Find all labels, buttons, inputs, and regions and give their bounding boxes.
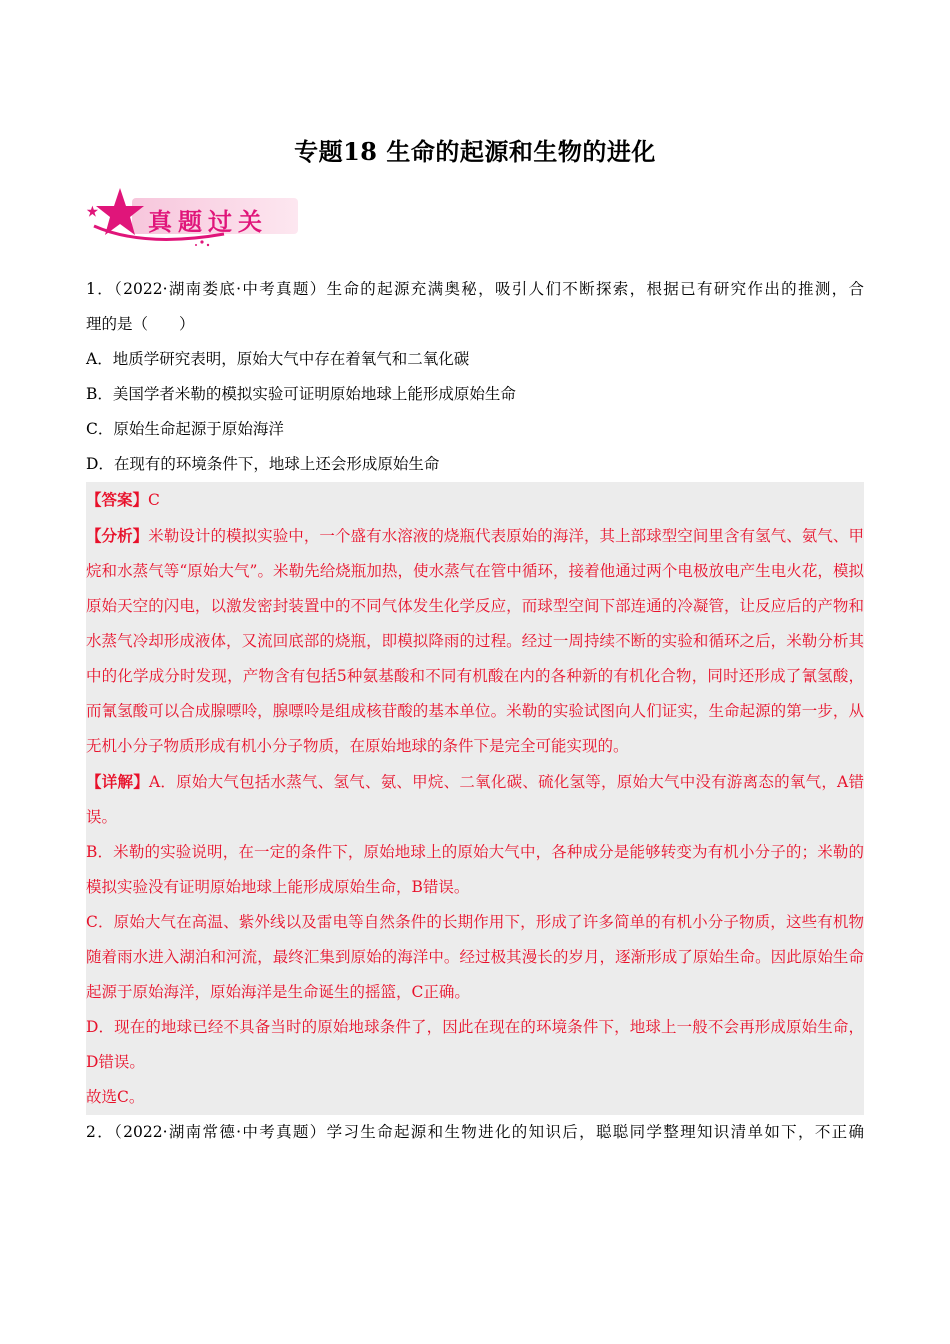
analysis-tag: 【分析】 bbox=[86, 526, 149, 545]
analysis-text: 米勒设计的模拟实验中，一个盛有水溶液的烧瓶代表原始的海洋，其上部球型空间里含有氢气、氨气、甲烷和水蒸气等“原始大气”。米勒先给烧瓶加热，使水蒸气在管中循环，接着他通过两个电极放电产生电火花，模拟原始天空的闪电，以激发密封装置中的不同气体发生化学反应，而球型空间下部连通的冷凝管，让反应后的产物和水蒸气冷却形成液体，又流回底部的烧瓶，即模拟降雨的过程。经过一周持续不断的实验和循环之后，米勒分析其中的化学成分时发现，产物含有包括5种氨基酸和不同有机酸在内的各种新的有机化合物，同时还形成了氰氢酸，而氰氢酸可以合成腺嘌呤，腺嘌呤是组成核苷酸的基本单位。米勒的实验试图向人们证实，生命起源的第一步，从无机小分子物质形成有机小分子物质，在原始地球的条件下是完全可能实现的。 bbox=[86, 527, 864, 755]
answer-tag: 【答案】 bbox=[86, 490, 149, 509]
banner-label: 真题过关 bbox=[148, 208, 268, 236]
q1-detail-b: B．米勒的实验说明，在一定的条件下，原始地球上的原始大气中，各种成分是能够转变为有机小分子的；米勒的模拟实验没有证明原始地球上能形成原始生命，B错误。 bbox=[86, 843, 864, 896]
q1-answer-box bbox=[86, 482, 864, 1115]
q1-analysis bbox=[86, 518, 864, 764]
detail-a-text: A．原始大气包括水蒸气、氢气、氨、甲烷、二氧化碳、硫化氢等，原始大气中没有游离态的氧气，A错误。 bbox=[86, 773, 864, 826]
q1-conclusion: 故选C。 bbox=[86, 1088, 145, 1106]
q1-option-b: B．美国学者米勒的模拟实验可证明原始地球上能形成原始生命 bbox=[86, 385, 516, 403]
section-banner bbox=[84, 186, 304, 248]
q2-stem-line1: 2．（2022·湖南常德·中考真题）学习生命起源和生物进化的知识后，聪聪同学整理知识清单如下，不正确 bbox=[86, 1123, 864, 1141]
page-title: 专题18 生命的起源和生物的进化 bbox=[294, 137, 656, 166]
q1-option-c: C．原始生命起源于原始海洋 bbox=[86, 420, 284, 438]
detail-tag: 【详解】 bbox=[86, 772, 149, 791]
q1-detail-d: D．现在的地球已经不具备当时的原始地球条件了，因此在现在的环境条件下，地球上一般不会再形成原始生命，D错误。 bbox=[86, 1018, 864, 1071]
q1-stem-line2: 理的是（ ） bbox=[86, 315, 195, 333]
answer-value: C bbox=[148, 491, 160, 509]
q1-option-a: A．地质学研究表明，原始大气中存在着氧气和二氧化碳 bbox=[86, 350, 470, 368]
q1-detail-c: C．原始大气在高温、紫外线以及雷电等自然条件的长期作用下，形成了许多简单的有机小分子物质，这些有机物随着雨水进入湖泊和河流，最终汇集到原始的海洋中。经过极其漫长的岁月，逐渐形成了原始生命。因此原始生命起源于原始海洋，原始海洋是生命诞生的摇篮，C正确。 bbox=[86, 913, 864, 1001]
q1-stem-line1: 1．（2022·湖南娄底·中考真题）生命的起源充满奥秘，吸引人们不断探索，根据已有研究作出的推测，合 bbox=[86, 280, 864, 298]
q1-detail-a bbox=[86, 764, 864, 835]
question-content bbox=[86, 272, 864, 1150]
q1-answer bbox=[86, 482, 864, 518]
q1-option-d: D．在现有的环境条件下，地球上还会形成原始生命 bbox=[86, 455, 440, 473]
